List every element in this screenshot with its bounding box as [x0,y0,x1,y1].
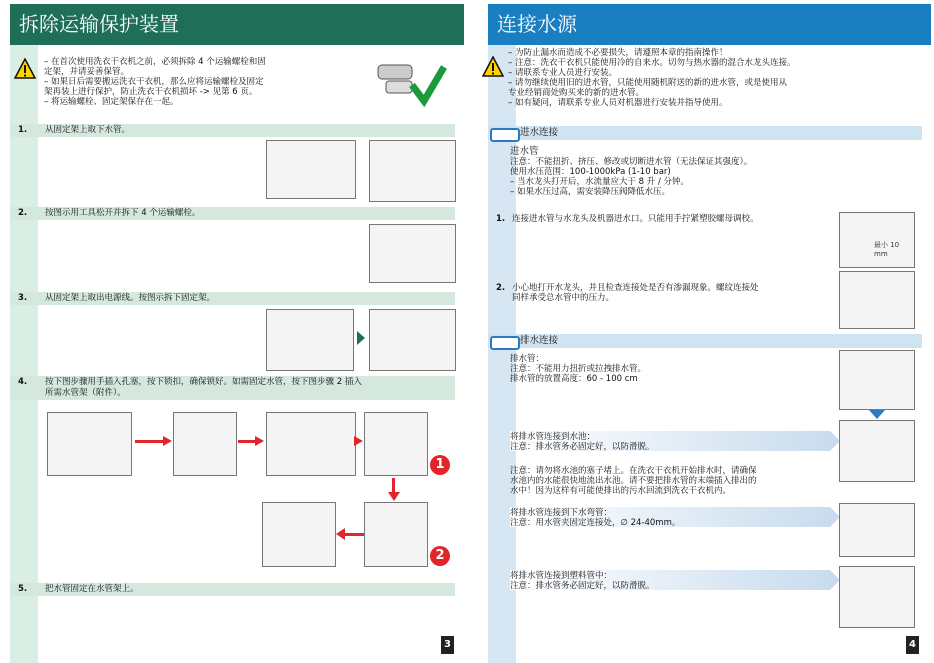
step-row [10,207,455,220]
tap-figure [839,212,915,268]
step1-figure-b [369,140,456,202]
step-number: 5. [18,584,28,594]
step-number: 3. [18,293,28,303]
bolt-illustration [372,55,447,110]
warning-line: – 将运输螺栓、固定架保存在一起。 [44,97,179,107]
warning-icon [482,56,504,78]
step-row [10,583,455,596]
trap-title: 将排水管连接到下水弯管： [510,508,613,518]
warning-line: – 注意：洗衣干衣机只能使用冷的自来水。切勿与热水器的混合水龙头连接。 [508,58,796,68]
note-line: 注意：请勿将水池的塞子堵上。在洗衣干衣机开始排水时，请确保 [510,466,757,476]
arrow-right-icon [163,436,172,446]
pipe-title: 将排水管连接到塑料管中： [510,571,613,581]
arrow-line [342,533,364,536]
step2-figure [369,224,456,283]
note-line: 水中！因为这样有可能使排出的污水回流到洗衣干衣机内。 [510,486,732,496]
hose-bend-figure [839,350,915,410]
down-arrow-icon [869,410,885,419]
valve-figure [839,271,915,329]
badge-step-1: 1 [430,455,450,475]
note-line: 水池内的水能很快地流出水池。请不要把排水管的末端插入排出的 [510,476,757,486]
step-text-line: 小心地打开水龙头，并且检查连接处是否有渗漏现象。螺纹连接处 [512,283,759,293]
warning-line: – 请勿继续使用旧的进水管，只能使用随机附送的新的进水管，或是使用从 [508,78,787,88]
step-text-line: 所需水管架（附件）。 [45,388,126,398]
page-title: 拆除运输保护装置 [10,4,464,45]
step-number: 2. [496,283,506,293]
page-title: 连接水源 [488,4,931,45]
drain-line: 排水管的放置高度：60 - 100 cm [510,374,638,384]
drain-line: 注意：不能用力扭折或拉拽排水管。 [510,364,647,374]
arrow-down-head [388,492,400,501]
drain-text [510,354,810,384]
sink-figure [839,420,915,482]
min-gap-label: 最小 10 mm [874,241,900,258]
left-page [0,0,463,663]
tap-section-icon [490,128,520,142]
step3-figure-b [369,309,456,371]
section-band-drain [488,334,922,348]
step-text-line: 同样承受总水管中的压力。 [512,293,615,303]
left-gutter [10,45,38,663]
inlet-step-1 [496,214,836,224]
section-band-inlet [488,126,922,140]
warning-line: 定架，并请妥善保管。 [44,67,130,77]
warning-line: – 在首次使用洗衣干衣机之前，必须拆除 4 个运输螺栓和固 [44,57,266,67]
drain-warning [510,466,840,496]
inlet-line: 注意：不能扭折、挤压、修改或切断进水管（无法保证其强度）。 [510,157,753,167]
inlet-text [510,147,840,197]
step1-figure-a [266,140,356,199]
pipe-figure [839,566,915,628]
step-number: 1. [18,125,28,135]
arrow-right-icon [354,436,363,446]
sink-title: 将排水管连接到水池： [510,432,596,442]
warning-line: – 请联系专业人员进行安装。 [508,68,617,78]
inlet-line: – 如果水压过高，需安装降压阀降低水压。 [510,187,670,197]
section-heading: 排水连接 [520,335,559,346]
trap-note: 注意：用水管夹固定连接处，∅ 24-40mm。 [510,518,681,528]
step-row [10,292,455,305]
arrow-line [238,440,256,443]
section-heading: 进水连接 [520,127,559,138]
step-text-line: 按下图步骤用手插入孔塞，按下锁扣，确保锁好。如需固定水管，按下图步骤 2 插入 [45,377,362,387]
step-text: 从固定架上取下水管。 [45,125,131,135]
drain-line: 排水管： [510,354,545,364]
arrow-line [135,440,165,443]
pipe-text [510,571,830,591]
next-arrow-icon [357,331,365,345]
warning-text [44,57,369,107]
arrow-right-icon [255,436,264,446]
page-number: 3 [441,636,454,654]
arrow-left-icon [336,528,345,540]
warning-text [508,48,918,108]
trap-figure [839,503,915,557]
step-row [10,124,455,137]
step-text: 把水管固定在水管架上。 [45,584,139,594]
step-text: 连接进水管与水龙头及机器进水口。只能用手拧紧塑胶螺母调校。 [512,214,759,224]
step-text [512,283,832,303]
page-number: 4 [906,636,919,654]
sink-text [510,432,830,452]
step-number: 2. [18,208,28,218]
step-number: 4. [18,377,28,387]
pipe-note: 注意：排水管务必固定好，以防滑脱。 [510,581,655,591]
step4-figure-plug [173,412,237,476]
warning-line: – 为防止漏水而造成不必要损失，请遵照本章的指南操作！ [508,48,728,58]
inlet-step-2 [496,283,836,303]
warning-line: 专业经销商处购买来的新的进水管。 [508,88,645,98]
step4-figure-panel [47,412,132,476]
inlet-line: 进水管 [510,146,539,157]
warning-line: – 如有疑问，请联系专业人员对机器进行安装并指导使用。 [508,98,728,108]
step-row [10,376,455,400]
step-text: 按图示用工具松开并拆下 4 个运输螺栓。 [45,208,201,218]
inlet-line: 使用水压范围：100-1000kPa (1-10 bar) [510,167,671,177]
sink-note: 注意：排水管务必固定好，以防滑脱。 [510,442,655,452]
warning-icon [14,58,36,80]
drain-section-icon [490,336,520,350]
inlet-line: – 当水龙头打开后，水流量应大于 8 升 / 分钟。 [510,177,690,187]
step-text: 从固定架上取出电源线。按图示拆下固定架。 [45,293,216,303]
trap-text [510,508,830,528]
step4-figure-insert [266,412,356,476]
step-number: 1. [496,214,506,224]
step3-figure-a [266,309,354,371]
warning-line: 架再装上进行保护，防止洗衣干衣机损坏 -> 见第 6 页。 [44,87,258,97]
step4-figure-done [262,502,336,567]
step4-figure-lock [364,412,428,476]
right-page [478,0,934,663]
warning-line: – 如果日后需要搬运洗衣干衣机，那么应将运输螺栓及固定 [44,77,264,87]
step4-figure-holder [364,502,428,567]
badge-step-2: 2 [430,546,450,566]
step-text [45,377,362,399]
